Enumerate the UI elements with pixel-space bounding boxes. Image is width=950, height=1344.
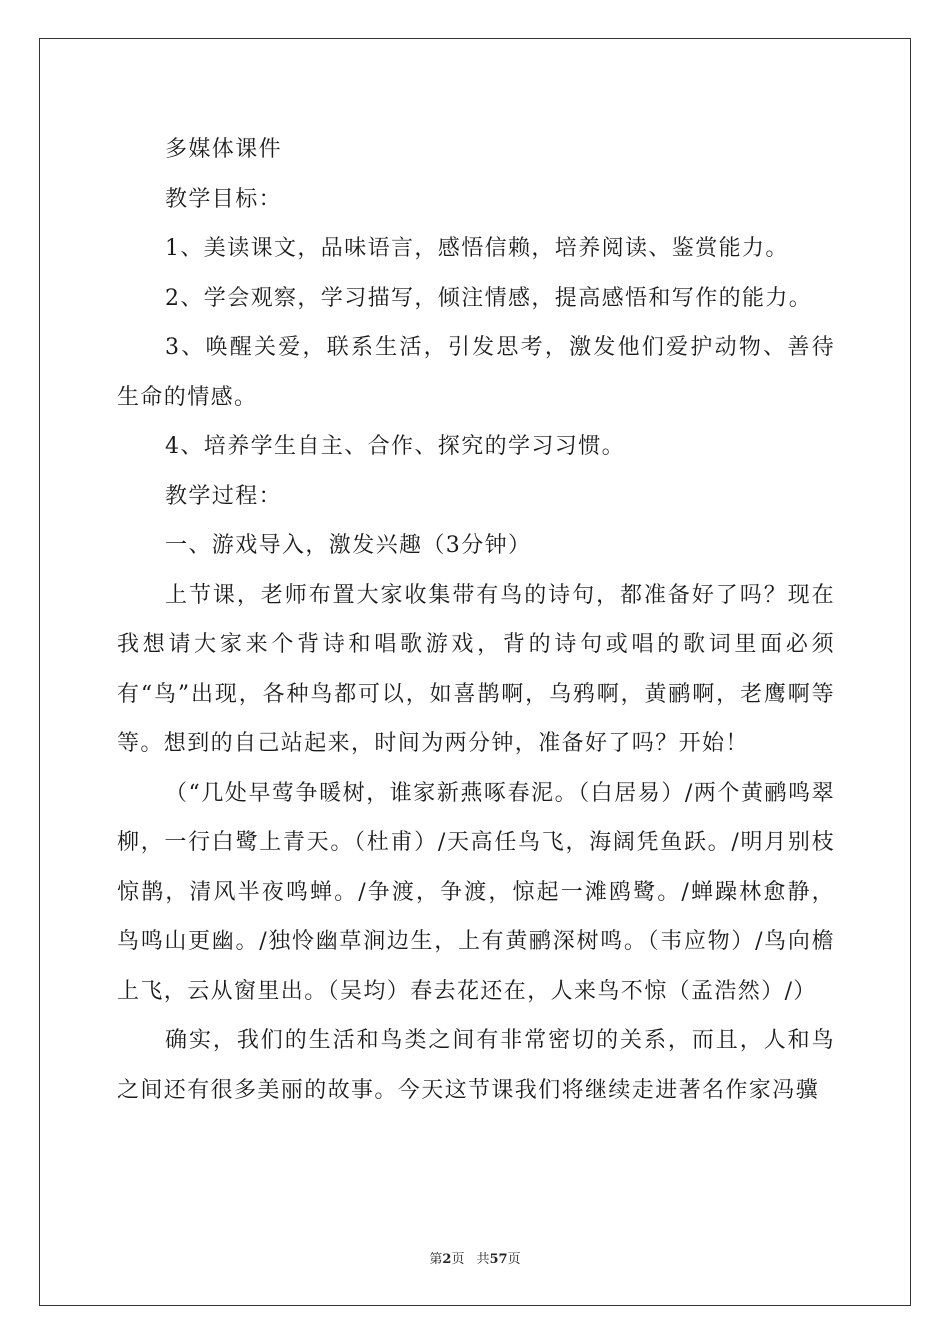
goal-item-2: 2、学会观察，学习描写，倾注情感，提高感悟和写作的能力。 <box>165 285 813 311</box>
paragraph-transition: 确实，我们的生活和鸟类之间有非常密切的关系，而且，人和鸟之间还有很多美丽的故事。今天这节课我们将继续走进著名作家冯骥 <box>117 1028 835 1103</box>
goal-item-3: 3、唤醒关爱，联系生活，引发思考，激发他们爱护动物、善待生命的情感。 <box>117 335 835 410</box>
paragraph-poem-examples: （“几处早莺争暖树，谁家新燕啄春泥。（白居易）/两个黄鹂鸣翠柳，一行白鹭上青天。（杜甫）/天高任鸟飞，海阔凭鱼跃。/明月别枝惊鹊，清风半夜鸣蝉。/争渡，争渡，惊起一滩鸥鹭。/蝉躁林愈静，鸟鸣山更幽。/独怜幽草涧边生，上有黄鹂深树鸣。（韦应物）/鸟向檐上飞，云从窗里出。（吴均）春去花还在，人来鸟不惊（孟浩然）/） <box>117 780 835 1004</box>
total-prefix: 共 <box>476 1252 490 1267</box>
goal-item-4: 4、培养学生自主、合作、探究的学习习惯。 <box>165 434 625 459</box>
total-pages: 57 <box>489 1252 508 1267</box>
page-prefix: 第 <box>429 1252 443 1267</box>
paragraph-materials: 多媒体课件 <box>165 137 283 162</box>
total-suffix: 页 <box>507 1252 521 1267</box>
document-body <box>117 125 835 1115</box>
heading-teaching-process: 教学过程： <box>165 483 283 509</box>
page-footer <box>0 1248 950 1267</box>
page-suffix: 页 <box>451 1252 465 1267</box>
page-number: 2 <box>442 1252 452 1267</box>
heading-teaching-goals: 教学目标： <box>165 186 283 212</box>
goal-item-1: 1、美读课文，品味语言，感悟信赖，培养阅读、鉴赏能力。 <box>165 236 789 261</box>
paragraph-game-instructions: 上节课，老师布置大家收集带有鸟的诗句，都准备好了吗？现在我想请大家来个背诗和唱歌游戏，背的诗句或唱的歌词里面必须有“鸟”出现，各种鸟都可以，如喜鹊啊，乌鸦啊，黄鹂啊，老鹰啊等等。想到的自己站起来，时间为两分钟，准备好了吗？开始！ <box>117 582 835 756</box>
section-heading-game-intro: 一、游戏导入，激发兴趣（3分钟） <box>165 533 532 558</box>
